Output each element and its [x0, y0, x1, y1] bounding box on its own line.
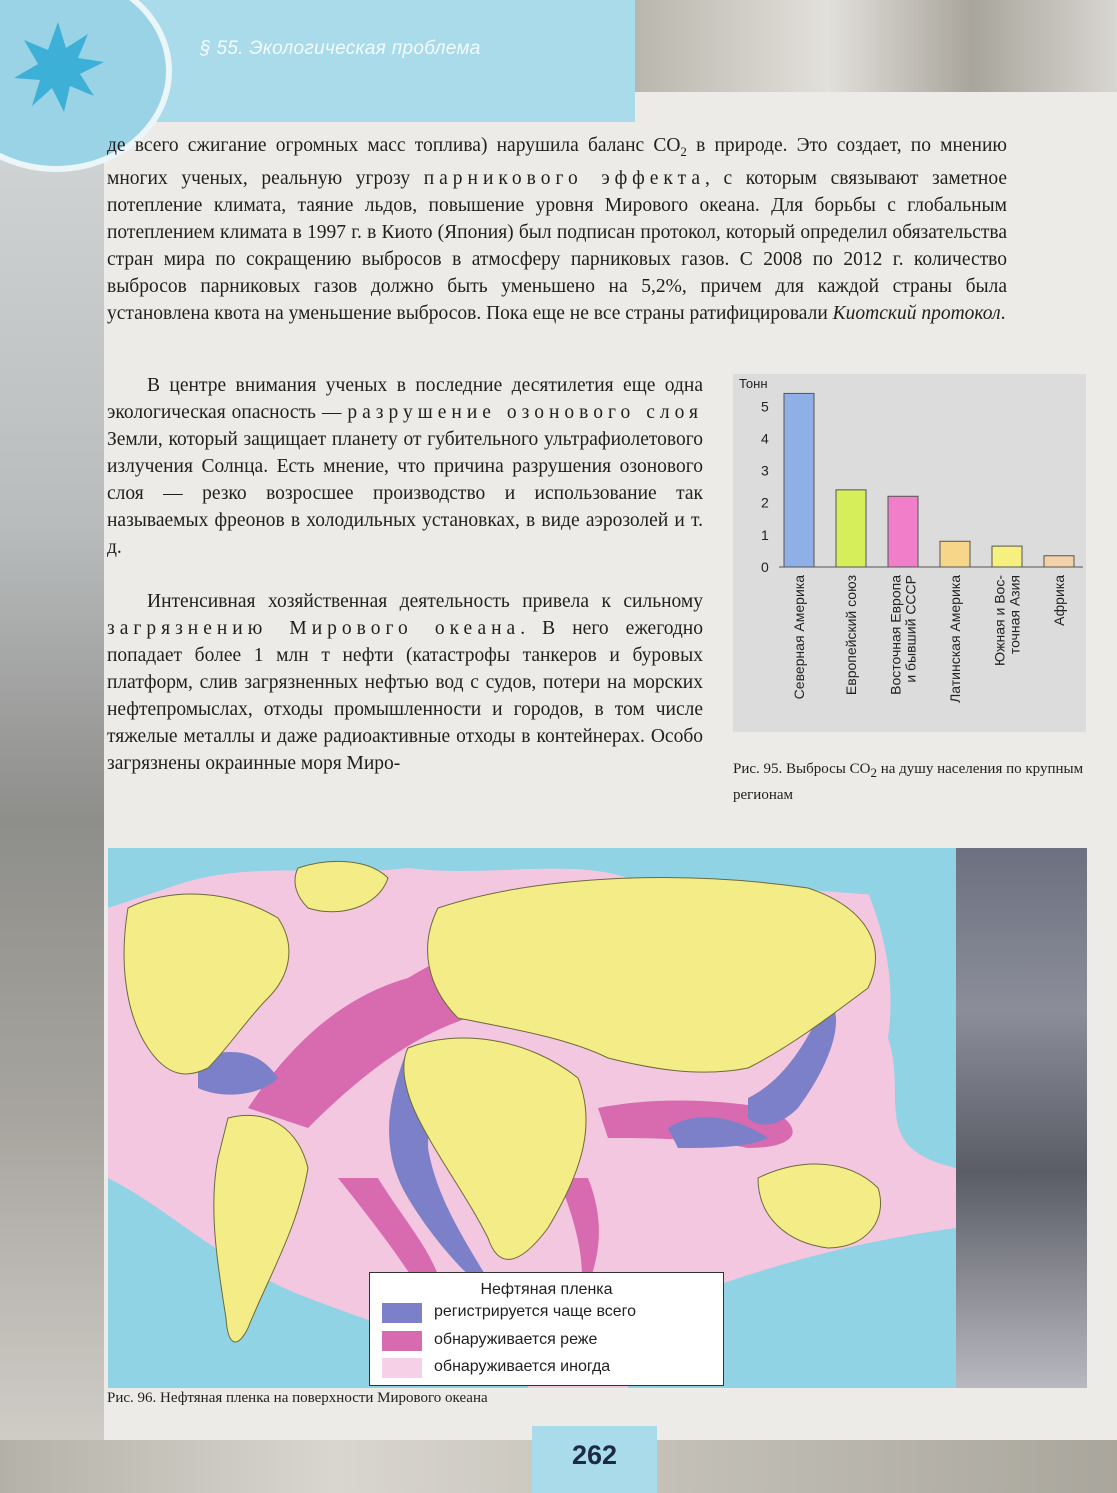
chart-category-label: и бывший СССР	[902, 575, 919, 683]
chart-caption: Рис. 95. Выбросы $СО_2$ на душу населения по крупным регионам	[733, 761, 1084, 803]
chart-y-tick: 3	[761, 462, 769, 479]
chart-category-label: Европейский союз	[843, 575, 859, 696]
chart-bar	[992, 546, 1022, 567]
paragraph-ocean: Интенсивная хозяйственная деятельность привела к сильному загрязнению Мирового океана. В него ежегодно попадает более 1 млн т нефти (катастрофы танкеров и буровых платформ, слив загрязненных нефтью вод с судов, потери на морских нефтепромыслах, отходы промышленности и городов, в том числе тяжелые металлы и даже радиоактивные отходы в контейнерах. Особо загрязнены окраинные моря Миро-	[107, 591, 703, 774]
chart-category-label: Восточная Европа	[887, 575, 904, 695]
chart-bar	[888, 496, 918, 567]
chart-category-label: Южная и Вос-	[991, 575, 1008, 666]
chart-ylabel: Тонн	[739, 376, 768, 391]
chart-y-tick: 2	[761, 494, 769, 511]
chart-bar	[836, 490, 866, 567]
header-zigzag	[122, 96, 635, 136]
section-title: § 55. Экологическая проблема	[200, 38, 481, 59]
chart-y-tick: 5	[761, 398, 769, 415]
legend-swatch-sometimes	[382, 1358, 422, 1378]
chart-category-label: Северная Америка	[791, 575, 807, 700]
oil-rig-photo	[956, 848, 1087, 1388]
chart-category-label: Латинская Америка	[947, 575, 963, 703]
chart-bar	[940, 541, 970, 567]
chart-bar	[1044, 556, 1074, 567]
header-photo	[635, 0, 1117, 92]
left-margin-photo	[0, 0, 104, 1493]
paragraph-ozone: В центре внимания ученых в последние десятилетия еще одна экологическая опасность — разрушение озонового слоя Земли, который защищает планету от губительного ультрафиолетового излучения Солнца. Есть мнение, что причина разрушения озонового слоя — резко возросшее производство и использование так называемых фреонов в холодильных установках, в виде аэрозолей и т. д.	[107, 375, 703, 558]
co2-chart-svg	[733, 374, 1086, 732]
co2-chart	[733, 374, 1086, 732]
paragraph-greenhouse: де всего сжигание огромных масс топлива) нарушила баланс $СО_2$ в природе. Это создает, по мнению многих ученых, реальную угрозу парникового эффекта, с которым связывают заметное потепление климата, таяние льдов, повышение уровня Мирового океана. Для борьбы с глобальным потеплением климата в 1997 г. в Киото (Япония) был подписан протокол, который определил обязательства стран мира по сокращению выбросов в атмосферу парниковых газов. С 2008 по 2012 г. количество выбросов парниковых газов должно быть уменьшено на 5,2%, причем для каждой страны была установлена квота на уменьшение выбросов. Пока еще не все страны ратифицировали Киотский протокол.	[107, 135, 1007, 324]
chart-bar	[784, 393, 814, 567]
legend-swatch-rare	[382, 1331, 422, 1351]
legend-title: Нефтяная пленка	[480, 1281, 613, 1298]
chart-y-tick: 1	[761, 526, 769, 543]
map-legend: Нефтяная пленка регистрируется чаще всего обнаруживается реже обнаруживается иногда	[369, 1272, 724, 1386]
chart-category-label: точная Азия	[1006, 575, 1023, 655]
chart-y-tick: 0	[761, 559, 769, 575]
page-number: 262	[571, 1440, 618, 1470]
map-caption: Рис. 96. Нефтяная пленка на поверхности Мирового океана	[107, 1390, 488, 1406]
legend-swatch-frequent	[382, 1303, 422, 1323]
star-icon	[8, 18, 108, 118]
chart-y-tick: 4	[761, 430, 769, 447]
chart-category-label: Африка	[1051, 575, 1067, 626]
